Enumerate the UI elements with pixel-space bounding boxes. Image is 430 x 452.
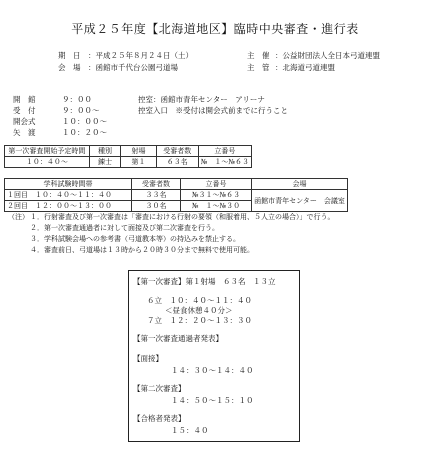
- table-header: 受審者数: [132, 179, 181, 190]
- manager-value: ：北海道弓道連盟: [275, 63, 335, 72]
- table-cell: ２回目 １２：００〜１３：００: [5, 201, 132, 212]
- table-header-row: [5, 179, 348, 190]
- schedule-time: １０：００〜: [62, 117, 107, 126]
- lunch-break: ＜昼食休憩４０分＞: [165, 306, 233, 315]
- table-cell: №３１〜№６３: [181, 190, 252, 201]
- table-header-row: [5, 146, 252, 157]
- schedule-time: １０：２０〜: [62, 128, 107, 137]
- venue-value: ：函館市千代台公園弓道場: [88, 63, 178, 72]
- table-header: 立番号: [198, 146, 251, 157]
- first-exam-table: [4, 145, 252, 168]
- table-header: 会場: [252, 179, 348, 190]
- table-header: 学科試験時間帯: [5, 179, 132, 190]
- result-time: １５：４０: [171, 426, 209, 435]
- first-exam-slot: ６立 １０：４０〜１１：４０: [147, 296, 252, 305]
- schedule-note: 控室入口 ※受付は開会式前までに行うこと: [138, 106, 288, 115]
- schedule-label: 受 付: [13, 106, 36, 115]
- note-item: ４．審査前日、弓道場は１３時から２０時３０分まで無料で使用可能。: [30, 246, 254, 254]
- table-cell: １回目 １０：４０〜１１：４０: [5, 190, 132, 201]
- interview-time: １４：３０〜１４：４０: [171, 366, 254, 375]
- table-header: 立番号: [181, 179, 252, 190]
- date-value: ：平成２５年８月２４日（土）: [88, 51, 193, 60]
- table-row: [5, 190, 348, 201]
- date-label: 期 日: [58, 51, 81, 60]
- schedule-time: ９：００〜: [62, 106, 100, 115]
- table-header: 第一次審査開始予定時間: [5, 146, 90, 157]
- table-header: 射場: [121, 146, 156, 157]
- sponsor-value: ：公益財団法人全日本弓道連盟: [275, 51, 380, 60]
- program-box: [128, 270, 300, 442]
- table-cell: № １〜№６３: [198, 157, 251, 168]
- note-item: １．行射審査及び第一次審査は「審査における行射の要領（和服着用、５人立の場合）」で行う。: [30, 213, 335, 221]
- table-header: 受審者数: [156, 146, 198, 157]
- venue-label: 会 場: [58, 63, 81, 72]
- interview-header: 【面接】: [133, 354, 163, 363]
- table-row: [5, 157, 252, 168]
- notes-prefix: （注）: [8, 213, 29, 221]
- table-cell-venue: 函館市青年センター 会議室: [252, 190, 348, 212]
- schedule-label: 開 館: [13, 95, 36, 104]
- table-cell: ３３名: [132, 190, 181, 201]
- schedule-label: 開会式: [13, 117, 36, 126]
- sponsor-label: 主 催: [247, 51, 270, 60]
- written-exam-table: [4, 178, 348, 212]
- first-exam-slot: ７立 １２：２０〜１３：３０: [147, 316, 252, 325]
- table-cell: 錬士: [89, 157, 121, 168]
- table-header: 種別: [89, 146, 121, 157]
- first-exam-header: 【第一次審査】第１射場 ６３名 １３立: [133, 277, 276, 286]
- pass-announcement-header: 【第一次審査通過者発表】: [133, 334, 223, 343]
- result-header: 【合格者発表】: [133, 414, 186, 423]
- schedule-note: 控室：函館市青年センター アリーナ: [138, 95, 265, 104]
- second-exam-time: １４：５０〜１５：１０: [171, 396, 254, 405]
- note-item: ３．学科試験会場への参考書（弓道教本等）の持込みを禁止する。: [30, 235, 240, 243]
- note-item: ２．第一次審査通過者に対して面接及び第二次審査を行う。: [30, 224, 219, 232]
- table-cell: ６３名: [156, 157, 198, 168]
- schedule-label: 矢 渡: [13, 128, 36, 137]
- schedule-time: ９：００: [62, 95, 92, 104]
- table-cell: № １〜№３０: [181, 201, 252, 212]
- table-cell: １０：４０〜: [5, 157, 90, 168]
- manager-label: 主 管: [247, 63, 270, 72]
- table-cell: ３０名: [132, 201, 181, 212]
- page-title: 平成２５年度【北海道地区】臨時中央審査・進行表: [71, 22, 359, 36]
- table-cell: 第１: [121, 157, 156, 168]
- second-exam-header: 【第二次審査】: [133, 384, 186, 393]
